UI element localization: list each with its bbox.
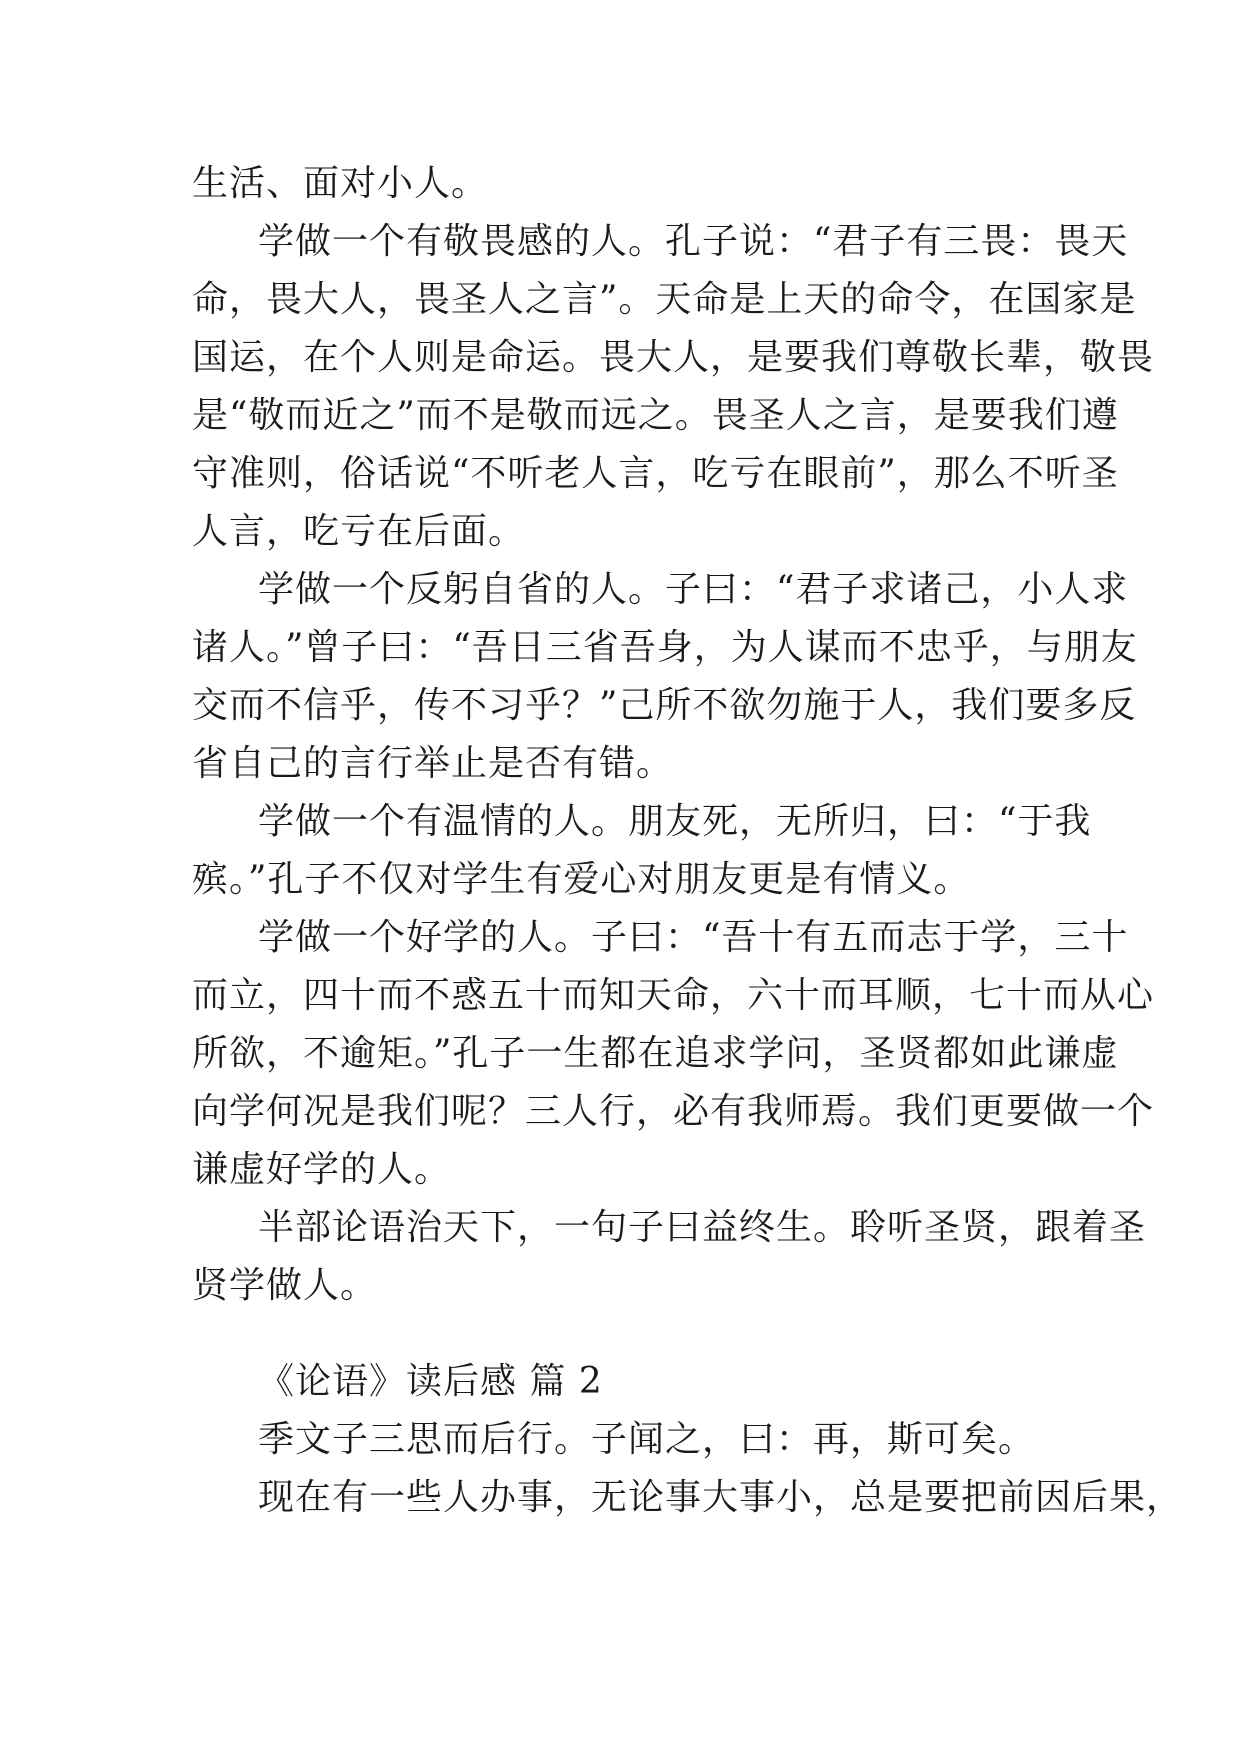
paragraph-5 — [192, 909, 1155, 1199]
paragraph-6 — [192, 1199, 1147, 1315]
text-line: 生活、面对小人。 — [192, 163, 489, 204]
text-line: 人言，吃亏在后面。 — [192, 511, 526, 552]
document-page — [192, 155, 1184, 1527]
text-line: 半部论语治天下，一句子曰益终生。聆听圣贤，跟着圣 — [258, 1207, 1147, 1248]
text-line: 学做一个有敬畏感的人。孔子说：“君子有三畏：畏天 — [258, 221, 1129, 262]
text-line: 学做一个好学的人。子曰：“吾十有五而志于学，三十 — [258, 917, 1129, 958]
paragraph-3 — [192, 561, 1138, 793]
text-line: 交而不信乎，传不习乎？”己所不欲勿施于人，我们要多反 — [192, 685, 1137, 726]
text-line: 而立，四十而不惑五十而知天命，六十而耳顺，七十而从心 — [192, 975, 1155, 1016]
text-line: 国运，在个人则是命运。畏大人，是要我们尊敬长辈，敬畏 — [192, 337, 1155, 378]
text-line: 守准则，俗话说“不听老人言，吃亏在眼前”，那么不听圣 — [192, 453, 1119, 494]
paragraph-4 — [192, 793, 1092, 909]
text-line: 谦虚好学的人。 — [192, 1149, 452, 1190]
section-paragraph: 现在有一些人办事，无论事大事小，总是要把前因后果， — [258, 1477, 1184, 1518]
section-gap — [192, 1315, 1047, 1353]
text-line: 诸人。”曾子曰：“吾日三省吾身，为人谋而不忠乎，与朋友 — [192, 627, 1138, 668]
text-line: 所欲，不逾矩。”孔子一生都在追求学问，圣贤都如此谦虚 — [192, 1033, 1119, 1074]
section-paragraph: 季文子三思而后行。子闻之，曰：再，斯可矣。 — [258, 1419, 1036, 1460]
text-line: 命，畏大人，畏圣人之言”。天命是上天的命令，在国家是 — [192, 279, 1137, 320]
text-line: 贤学做人。 — [192, 1265, 378, 1306]
text-line: 是“敬而近之”而不是敬而远之。畏圣人之言，是要我们遵 — [192, 395, 1119, 436]
text-line: 省自己的言行举止是否有错。 — [192, 743, 674, 784]
text-line: 向学何况是我们呢？三人行，必有我师焉。我们更要做一个 — [192, 1091, 1155, 1132]
paragraph-1 — [192, 155, 1047, 213]
text-line: 殡。”孔子不仅对学生有爱心对朋友更是有情义。 — [192, 859, 971, 900]
text-line: 学做一个反躬自省的人。子曰：“君子求诸己，小人求 — [258, 569, 1129, 610]
paragraph-2 — [192, 213, 1155, 561]
text-line: 学做一个有温情的人。朋友死，无所归，曰：“于我 — [258, 801, 1092, 842]
section-title: 《论语》读后感 篇 2 — [258, 1361, 603, 1402]
